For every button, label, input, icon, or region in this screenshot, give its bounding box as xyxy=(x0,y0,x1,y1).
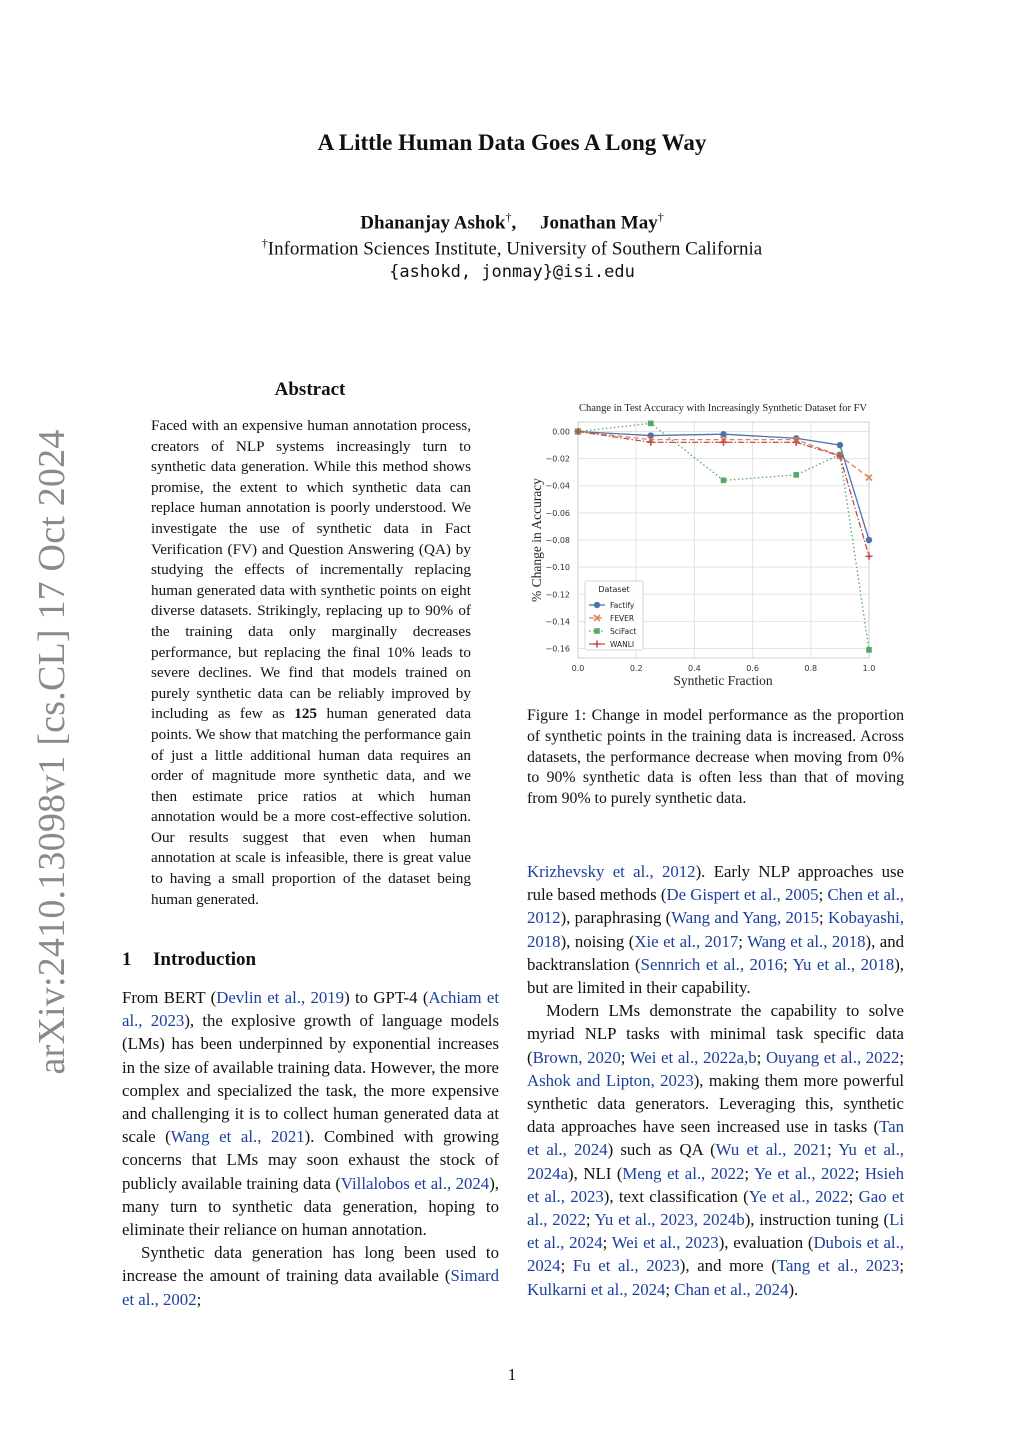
section-number: 1 xyxy=(122,949,132,970)
abstract-heading: Abstract xyxy=(274,379,346,400)
citation-link[interactable]: Chen et al., 2012 xyxy=(527,885,904,928)
body-text: ; xyxy=(899,1047,905,1067)
body-text: ; xyxy=(560,1256,573,1276)
body-text: ; xyxy=(756,1047,766,1067)
series-line-fever xyxy=(578,431,869,477)
intro-paragraph xyxy=(122,986,499,1241)
citation-link[interactable]: Fu et al., 2023 xyxy=(572,1256,680,1276)
data-point-factify xyxy=(866,537,872,543)
author-mark: † xyxy=(657,210,664,224)
x-axis-label: Synthetic Fraction xyxy=(673,673,773,688)
right-column-text xyxy=(527,860,904,1301)
citation-link[interactable]: Yu et al., 2024a xyxy=(527,1140,904,1183)
citation-link[interactable]: Meng et al., 2022 xyxy=(622,1163,745,1183)
y-tick-label: 0.00 xyxy=(552,427,570,437)
body-text: ; xyxy=(819,908,829,928)
data-point-scifact xyxy=(648,421,654,427)
y-tick-label: −0.12 xyxy=(545,590,570,600)
body-text: ), the explosive growth of language models (LMs) has been underpinned by exponential increases in the size of available training data. However, the more complex and specialized the task, the more expensive and challenging it is to collect human generated data at scale ( xyxy=(122,1011,499,1147)
citation-link[interactable]: Wei et al., 2022a,b xyxy=(629,1047,757,1067)
legend-marker-scifact xyxy=(594,628,600,634)
citation-link[interactable]: Brown, 2020 xyxy=(532,1047,621,1067)
affiliation-mark: † xyxy=(261,236,268,250)
data-point-wanli xyxy=(866,553,873,560)
y-tick-label: −0.02 xyxy=(545,454,570,464)
citation-link[interactable]: Wang and Yang, 2015 xyxy=(671,908,820,928)
y-tick-label: −0.10 xyxy=(545,563,570,573)
body-text: ; xyxy=(602,1233,612,1253)
citation-link[interactable]: Ye et al., 2022 xyxy=(753,1163,855,1183)
body-text: ) to GPT-4 ( xyxy=(344,988,429,1007)
body-text: ), but are limited in their capability. xyxy=(527,954,904,998)
body-text: ), noising ( xyxy=(560,931,635,951)
y-axis-label: % Change in Accuracy xyxy=(529,477,544,603)
body-text: ), making them more powerful synthetic data generators. Leveraging this, synthetic data approaches have seen increased use in tasks ( xyxy=(527,1070,904,1137)
data-point-factify xyxy=(837,442,843,448)
author-name: Jonathan May xyxy=(539,212,658,234)
y-tick-label: −0.06 xyxy=(545,508,570,518)
x-tick-label: 0.4 xyxy=(688,664,701,673)
body-text: ), instruction tuning ( xyxy=(744,1210,890,1230)
citation-link[interactable]: Wang et al., 2018 xyxy=(747,931,866,951)
citation-link[interactable]: Gao et al., 2022 xyxy=(527,1186,905,1230)
body-text: ), and backtranslation ( xyxy=(527,931,904,974)
page-number: 1 xyxy=(507,1365,517,1384)
citation-link[interactable]: Sennrich et al., 2016 xyxy=(640,954,784,974)
abstract-text: human generated data points. We show that matching the performance gain of just a little additional human data requires an order of magnitude more synthetic data, and we then estimate price ratios at which human annotation would be a more cost-effective solution. Our results suggest that even when human annotation at scale is infeasible, there is great value to having a small proportion of the dataset being human generated. xyxy=(151,705,472,908)
x-tick-label: 0.2 xyxy=(629,664,643,673)
body-text: ; xyxy=(818,885,828,905)
legend-label-factify: Factify xyxy=(610,601,635,610)
citation-link[interactable]: Devlin et al., 2019 xyxy=(216,988,345,1007)
citation-link[interactable]: Xie et al., 2017 xyxy=(634,931,739,951)
body-text: ; xyxy=(665,1279,675,1299)
body-text: ; xyxy=(827,1140,839,1160)
x-tick-label: 0.8 xyxy=(804,664,818,673)
citation-link[interactable]: Simard et al., 2002 xyxy=(122,1266,499,1309)
citation-link[interactable]: Wu et al., 2021 xyxy=(715,1140,828,1160)
legend-label-wanli: WANLI xyxy=(610,640,635,649)
body-text: ). Early NLP approaches use rule based methods ( xyxy=(527,862,904,905)
citation-link[interactable]: Tan et al., 2024 xyxy=(527,1117,904,1160)
x-tick-label: 1.0 xyxy=(862,664,876,673)
data-point-scifact xyxy=(793,472,799,478)
legend-label-fever: FEVER xyxy=(610,614,635,623)
citation-link[interactable]: Ye et al., 2022 xyxy=(748,1186,849,1206)
section-heading-introduction xyxy=(122,949,256,971)
citation-link[interactable]: Wei et al., 2023 xyxy=(611,1233,719,1253)
chart-title: Change in Test Accuracy with Increasingly Synthetic Dataset for FV xyxy=(578,403,868,414)
y-tick-label: −0.04 xyxy=(545,481,570,491)
y-tick-label: −0.08 xyxy=(545,536,570,545)
intro-paragraph xyxy=(122,1241,499,1311)
x-tick-label: 0.6 xyxy=(746,664,759,673)
data-point-scifact xyxy=(866,647,872,653)
citation-link[interactable]: Dubois et al., 2024 xyxy=(527,1233,904,1276)
body-text: ; xyxy=(783,954,793,974)
intro-paragraph-continued xyxy=(527,860,904,999)
legend-marker-factify xyxy=(594,602,600,608)
body-text: ). xyxy=(788,1279,799,1299)
section-title: Introduction xyxy=(153,949,257,970)
citation-link[interactable]: Villalobos et al., 2024 xyxy=(340,1173,490,1193)
body-text: ), many turn to synthetic data generation, hoping to eliminate their reliance on human annotation. xyxy=(122,1173,499,1240)
author-email: {ashokd, jonmay}@isi.edu xyxy=(389,262,635,282)
arxiv-stamp-text: arXiv:2410.13098v1 [cs.CL] 17 Oct 2024 xyxy=(31,429,73,1075)
citation-link[interactable]: Tang et al., 2023 xyxy=(776,1256,900,1276)
left-column-text xyxy=(122,986,499,1311)
abstract-text: Faced with an expensive human annotation process, creators of NLP systems increasingly turn to synthetic data generation. While this method shows promise, the extent to which synthetic data can replace human annotation is poorly understood. We investigate the use of synthetic data in Fact Verification (FV) and Question Answering (QA) by studying the effects of incrementally replacing human generated data with synthetic points on eight diverse datasets. Strikingly, replacing up to 90% of the training data only marginally decreases performance, but replacing the final 10% leads to severe declines. We find that models trained on purely synthetic data can be reliably improved by including as few as xyxy=(151,417,471,723)
body-text: ; xyxy=(585,1210,595,1230)
body-text: ), text classification ( xyxy=(603,1186,749,1206)
figure-1-line-chart xyxy=(527,396,887,696)
citation-link[interactable]: Hsieh et al., 2023 xyxy=(527,1163,904,1206)
y-tick-label: −0.14 xyxy=(545,617,570,627)
author-name: Dhananjay Ashok xyxy=(360,212,506,234)
citation-link[interactable]: Yu et al., 2023, 2024b xyxy=(594,1210,745,1230)
body-text: ), evaluation ( xyxy=(718,1233,814,1253)
y-axis-ticks xyxy=(545,427,570,653)
citation-link[interactable]: Wang et al., 2021 xyxy=(170,1127,305,1147)
citation-link[interactable]: Yu et al., 2018 xyxy=(792,954,895,974)
author-list: Dhananjay Ashok†, Jonathan May† xyxy=(360,210,664,234)
citation-link[interactable]: Li et al., 2024 xyxy=(527,1210,904,1253)
body-text: ; xyxy=(744,1163,754,1183)
citation-link[interactable]: Chan et al., 2024 xyxy=(674,1279,789,1299)
body-text: ; xyxy=(620,1047,630,1067)
citation-link[interactable]: Achiam et al., 2023 xyxy=(122,988,500,1031)
citation-link[interactable]: Kulkarni et al., 2024 xyxy=(527,1279,666,1299)
y-tick-label: −0.16 xyxy=(545,644,570,654)
body-text: ; xyxy=(196,1289,202,1309)
legend-label-scifact: SciFact xyxy=(610,627,637,636)
body-text: ), NLI ( xyxy=(568,1163,623,1183)
figure-caption: Figure 1: Change in model performance as the proportion of synthetic points in the training data is increased. Across datasets, the performance decrease when moving from 0% to 90% synthetic data is often less than that of moving from 90% to purely synthetic data. xyxy=(527,707,904,808)
body-text: ) such as QA ( xyxy=(607,1140,716,1160)
citation-link[interactable]: Ashok and Lipton, 2023 xyxy=(527,1070,694,1090)
abstract-body xyxy=(151,416,471,910)
citation-link[interactable]: De Gispert et al., 2005 xyxy=(666,885,819,905)
chart-legend xyxy=(585,581,643,650)
x-axis-ticks xyxy=(572,664,876,673)
body-text: ; xyxy=(854,1163,865,1183)
body-text: ), and more ( xyxy=(679,1256,777,1276)
affiliation-text: Information Sciences Institute, University of Southern California xyxy=(267,238,763,260)
body-text: ), paraphrasing ( xyxy=(560,908,672,928)
body-text: From BERT ( xyxy=(122,988,217,1007)
abstract-highlight-number: 125 xyxy=(294,705,318,723)
citation-link[interactable]: Krizhevsky et al., 2012 xyxy=(527,862,696,881)
affiliation xyxy=(0,236,1024,260)
body-text: ). Combined with growing concerns that LMs may soon exhaust the stock of publicly available training data ( xyxy=(122,1127,499,1193)
body-text: Synthetic data generation has long been used to increase the amount of training data available ( xyxy=(122,1243,499,1286)
body-text: ; xyxy=(899,1256,905,1276)
citation-link[interactable]: Kobayashi, 2018 xyxy=(527,908,905,951)
body-text: ; xyxy=(738,931,748,951)
body-text: Modern LMs demonstrate the capability to solve myriad NLP tasks with minimal task specific data ( xyxy=(527,1001,904,1067)
intro-paragraph xyxy=(527,999,904,1301)
author-mark: † xyxy=(505,210,512,224)
data-point-scifact xyxy=(721,478,727,484)
x-tick-label: 0.0 xyxy=(571,664,585,673)
body-text: ; xyxy=(848,1186,859,1206)
paper-title: A Little Human Data Goes A Long Way xyxy=(317,130,707,155)
legend-title: Dataset xyxy=(598,585,630,594)
citation-link[interactable]: Ouyang et al., 2022 xyxy=(765,1047,900,1067)
